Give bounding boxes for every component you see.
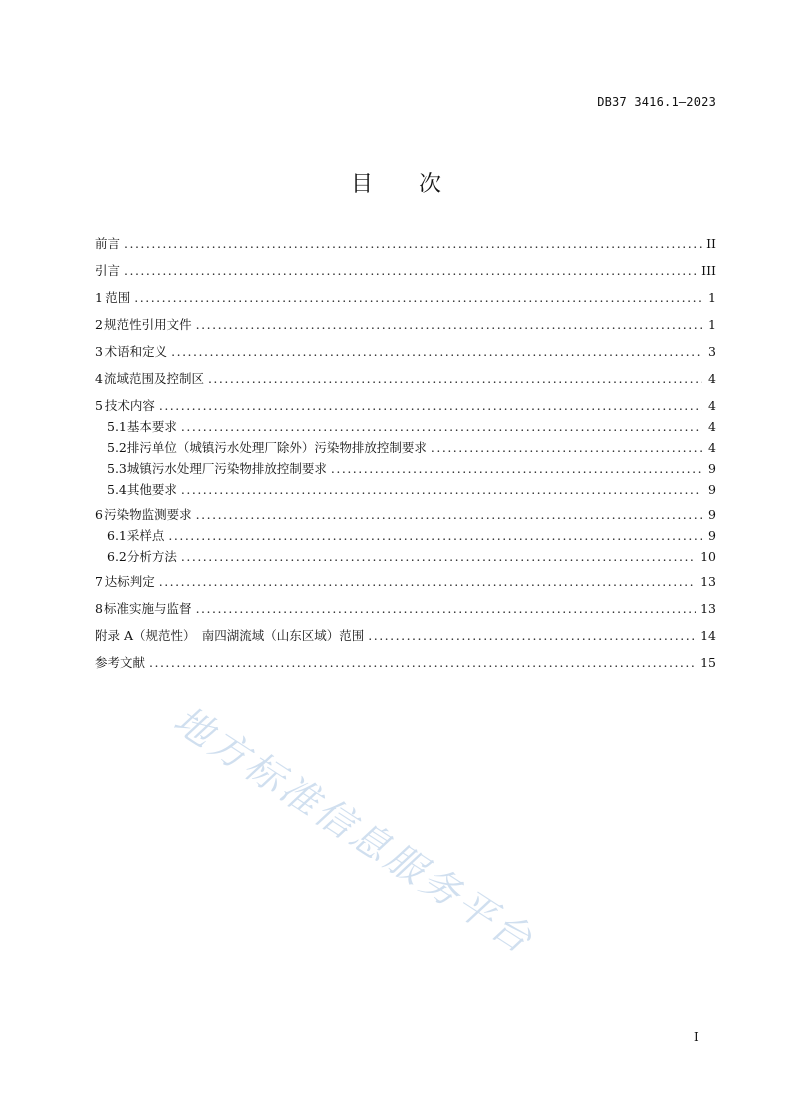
toc-page: 9 (708, 507, 716, 522)
toc-page: 1 (708, 290, 716, 305)
toc-number: 3 (95, 344, 103, 359)
toc-number: 6.2 (107, 549, 127, 564)
toc-page: 4 (708, 398, 716, 413)
toc-page: II (706, 236, 716, 251)
toc-leader (368, 628, 696, 644)
toc-page: 14 (700, 628, 716, 643)
watermark: 地方标准信息服务平台 (166, 697, 543, 964)
toc-entry[interactable] (107, 419, 716, 435)
toc-number: 4 (95, 371, 103, 386)
toc-label: 范围 (105, 290, 131, 305)
toc-number: 5.2 (107, 440, 127, 455)
toc-leader (159, 574, 696, 590)
title-char-1: 目 (350, 172, 373, 197)
toc-entry[interactable] (107, 461, 716, 477)
toc-label: 分析方法 (126, 549, 177, 564)
title-char-2: 次 (419, 172, 442, 197)
toc-page: 9 (708, 482, 716, 497)
toc-entry[interactable] (107, 440, 716, 456)
toc-leader (196, 601, 697, 617)
toc-number: 8 (95, 601, 103, 616)
toc-entry[interactable] (107, 482, 716, 498)
toc-label: 城镇污水处理厂污染物排放控制要求 (126, 461, 327, 476)
toc-leader (181, 419, 702, 435)
toc-page: 15 (700, 655, 716, 670)
toc-leader (196, 507, 702, 523)
toc-number: 5.4 (107, 482, 127, 497)
toc-page: 9 (708, 461, 716, 476)
toc-entry[interactable] (95, 601, 716, 617)
toc-leader (171, 344, 702, 360)
toc-number: 5.3 (107, 461, 127, 476)
toc-label: 达标判定 (104, 574, 155, 589)
toc-page: 3 (708, 344, 716, 359)
toc-number: 6.1 (107, 528, 127, 543)
toc-leader (124, 263, 697, 279)
toc-label: 术语和定义 (104, 344, 168, 359)
toc-number: 2 (95, 317, 103, 332)
toc-label: 标准实施与监督 (104, 601, 192, 616)
toc-entry[interactable] (95, 236, 716, 252)
toc-entry[interactable] (95, 507, 716, 523)
toc-leader (149, 655, 696, 671)
toc-label: 其他要求 (126, 482, 177, 497)
toc-page: 10 (700, 549, 716, 564)
toc-leader (181, 549, 696, 565)
toc-page: 1 (708, 317, 716, 332)
toc-entry[interactable] (95, 398, 716, 414)
toc-entry[interactable] (95, 344, 716, 360)
toc-page: 4 (708, 440, 716, 455)
toc-leader (181, 482, 702, 498)
toc-number: 1 (95, 290, 103, 305)
toc-number: 5 (95, 398, 103, 413)
toc-leader (331, 461, 702, 477)
toc-label: 排污单位（城镇污水处理厂除外）污染物排放控制要求 (126, 440, 427, 455)
toc-label: 流域范围及控制区 (103, 371, 204, 386)
toc-leader (159, 398, 702, 414)
toc-label: 附录 A（规范性） 南四湖流域（山东区域）范围 (95, 628, 365, 643)
toc-leader (134, 290, 702, 306)
toc-label: 规范性引用文件 (104, 317, 192, 332)
toc-entry[interactable] (95, 628, 716, 644)
toc-number: 6 (95, 507, 103, 522)
toc-leader (168, 528, 702, 544)
toc-page: 4 (708, 371, 716, 386)
toc-label: 参考文献 (95, 655, 146, 670)
toc-page: III (701, 263, 716, 278)
standard-code: DB37 3416.1—2023 (597, 95, 716, 109)
toc-number: 5.1 (107, 419, 127, 434)
toc-entry[interactable] (95, 574, 716, 590)
toc-leader (124, 236, 702, 252)
toc-leader (196, 317, 702, 333)
toc-label: 采样点 (126, 528, 165, 543)
toc-entry[interactable] (95, 317, 716, 333)
toc-leader (208, 371, 702, 387)
toc-entry[interactable] (95, 371, 716, 387)
toc-number: 7 (95, 574, 103, 589)
toc-page: 4 (708, 419, 716, 434)
toc-entry[interactable] (95, 290, 716, 306)
toc-label: 前言 (95, 236, 121, 251)
toc-entry[interactable] (107, 528, 716, 544)
toc-entry[interactable] (95, 655, 716, 671)
toc-entry[interactable] (107, 549, 716, 565)
toc-leader (431, 440, 702, 456)
toc-label: 污染物监测要求 (104, 507, 192, 522)
page-number: I (694, 1030, 699, 1044)
toc-label: 技术内容 (104, 398, 155, 413)
toc-entry[interactable] (95, 263, 716, 279)
toc-page: 13 (700, 601, 716, 616)
toc-label: 基本要求 (126, 419, 177, 434)
toc-page: 9 (708, 528, 716, 543)
toc-page: 13 (700, 574, 716, 589)
toc-label: 引言 (95, 263, 121, 278)
page-title (0, 167, 792, 198)
